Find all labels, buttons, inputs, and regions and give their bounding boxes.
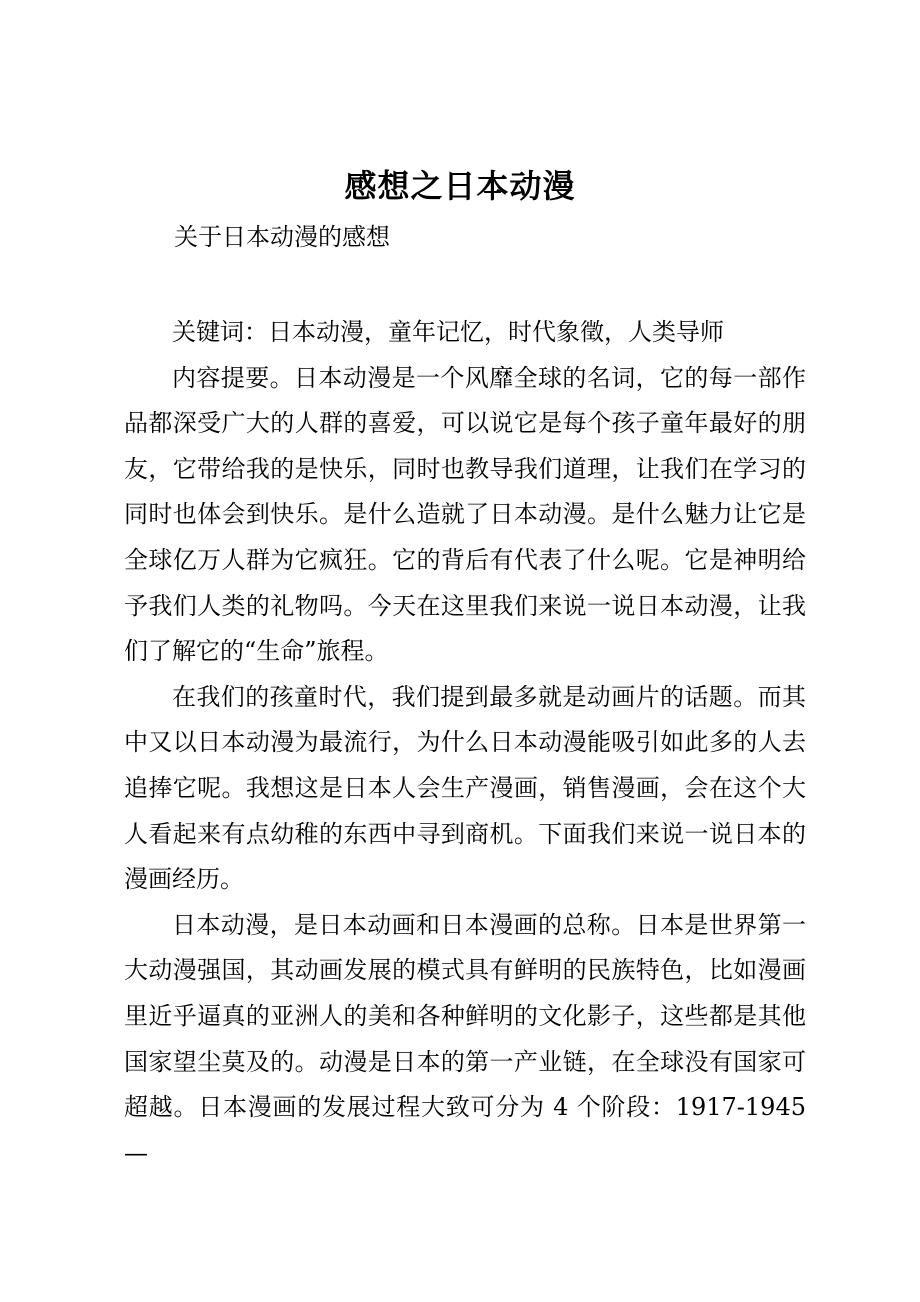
document-subtitle: 关于日本动漫的感想 xyxy=(174,223,390,251)
paragraph-childhood: 在我们的孩童时代，我们提到最多就是动画片的话题。而其中又以日本动漫为最流行，为什么日本动漫能吸引如此多的人去追捧它呢。我想这是日本人会生产漫画，销售漫画，会在这个大人看起来有点幼稚的东西中寻到商机。下面我们来说一说日本的漫画经历。 xyxy=(124,682,806,894)
keywords-line: 关键词：日本动漫，童年记忆，时代象徵，人类导师 xyxy=(172,318,724,346)
document-body xyxy=(124,310,806,1176)
paragraph-definition: 日本动漫，是日本动画和日本漫画的总称。日本是世界第一大动漫强国，其动画发展的模式具有鲜明的民族特色，比如漫画里近乎逼真的亚洲人的美和各种鲜明的文化影子，这些都是其他国家望尘莫及的。动漫是日本的第一产业链，在全球没有国家可超越。日本漫画的发展过程大致可分为 4 个阶段：1917-1945— xyxy=(124,910,806,1167)
paragraph-summary: 内容提要。日本动漫是一个风靡全球的名词，它的每一部作品都深受广大的人群的喜爱，可以说它是每个孩子童年最好的朋友，它带给我的是快乐，同时也教导我们道理，让我们在学习的同时也体会到快乐。是什么造就了日本动漫。是什么魅力让它是全球亿万人群为它疯狂。它的背后有代表了什么呢。它是神明给予我们人类的礼物吗。今天在这里我们来说一说日本动漫，让我们了解它的“生命”旅程。 xyxy=(124,363,806,666)
document-title: 感想之日本动漫 xyxy=(344,167,576,205)
